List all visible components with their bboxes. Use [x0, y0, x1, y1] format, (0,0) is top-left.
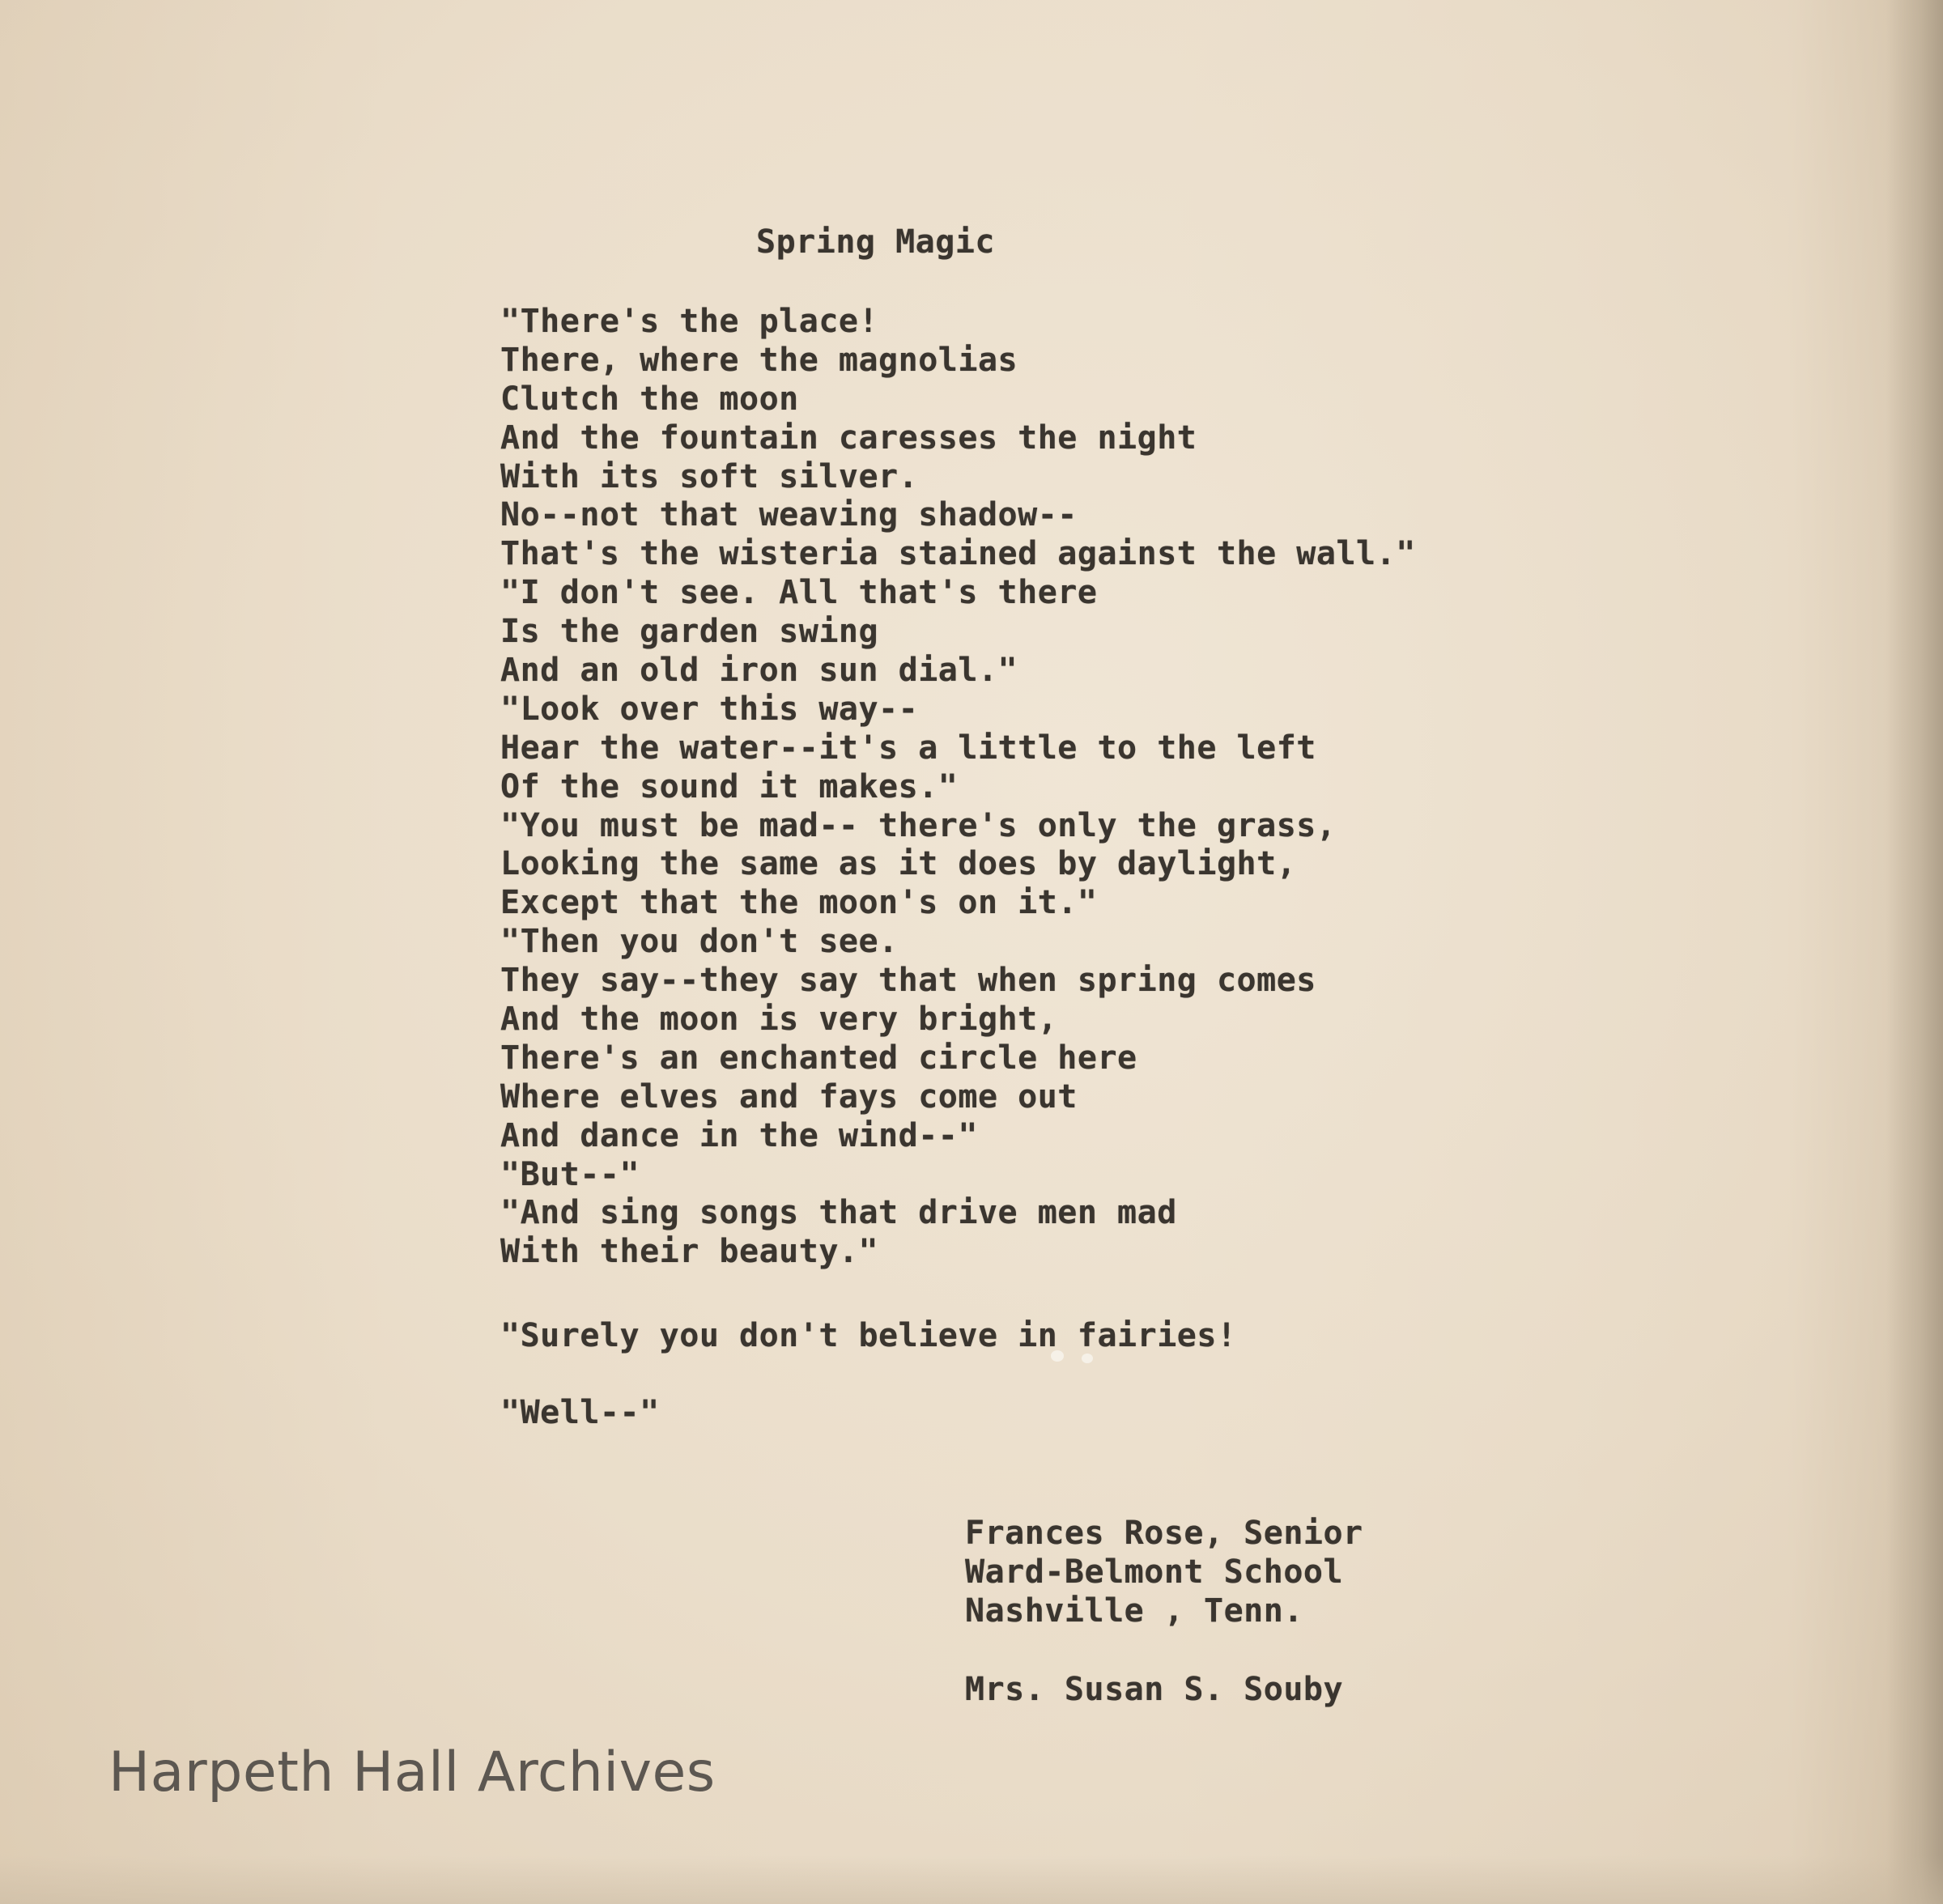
paper-edge-shadow-bottom [0, 1855, 1943, 1904]
archive-watermark: Harpeth Hall Archives [108, 1740, 716, 1804]
poem-line: Hear the water--it's a little to the left [500, 729, 1316, 767]
poem-line: There, where the magnolias [500, 341, 1018, 379]
poem-line: "Then you don't see. [500, 923, 899, 961]
poem-line: "Look over this way-- [500, 690, 919, 728]
poem-line: Of the sound it makes." [500, 767, 959, 805]
poem-line: And an old iron sun dial." [500, 652, 1018, 690]
poem-line: "And sing songs that drive men mad [500, 1194, 1177, 1232]
poem-line: Looking the same as it does by daylight, [500, 845, 1297, 883]
poem-line: And the fountain caresses the night [500, 419, 1197, 457]
poem-line: Clutch the moon [500, 380, 799, 418]
signature-line: Frances Rose, Senior [965, 1515, 1363, 1552]
poem-line: They say--they say that when spring comes [500, 962, 1316, 1000]
poem-coda-question: "Surely you don't believe in fairies! [500, 1317, 1237, 1354]
teacher-name: Mrs. Susan S. Souby [965, 1671, 1344, 1708]
poem-line: "There's the place! [500, 303, 879, 340]
poem-coda-answer: "Well--" [500, 1394, 660, 1431]
signature-line: Nashville , Tenn. [965, 1592, 1303, 1630]
poem-line: Except that the moon's on it." [500, 884, 1098, 922]
signature-line: Ward-Belmont School [965, 1553, 1344, 1591]
poem-line: No--not that weaving shadow-- [500, 496, 1078, 534]
poem-line: Where elves and fays come out [500, 1077, 1078, 1116]
poem-line: With their beauty." [500, 1233, 879, 1271]
poem-line: "But--" [500, 1155, 640, 1193]
poem-line: There's an enchanted circle here [500, 1039, 1137, 1077]
poem-line: And dance in the wind--" [500, 1116, 978, 1154]
author-signature-block [965, 1514, 1363, 1630]
poem-line: "I don't see. All that's there [500, 574, 1098, 612]
poem-line: And the moon is very bright, [500, 1001, 1058, 1039]
poem-line: "You must be mad-- there's only the grass, [500, 806, 1337, 844]
poem-line: That's the wisteria stained against the wall." [500, 535, 1416, 573]
poem-body [500, 303, 1416, 1272]
poem-title: Spring Magic [756, 223, 995, 261]
poem-line: Is the garden swing [500, 613, 879, 651]
poem-line: With its soft silver. [500, 457, 919, 495]
paper-edge-shadow-right [1886, 0, 1943, 1904]
